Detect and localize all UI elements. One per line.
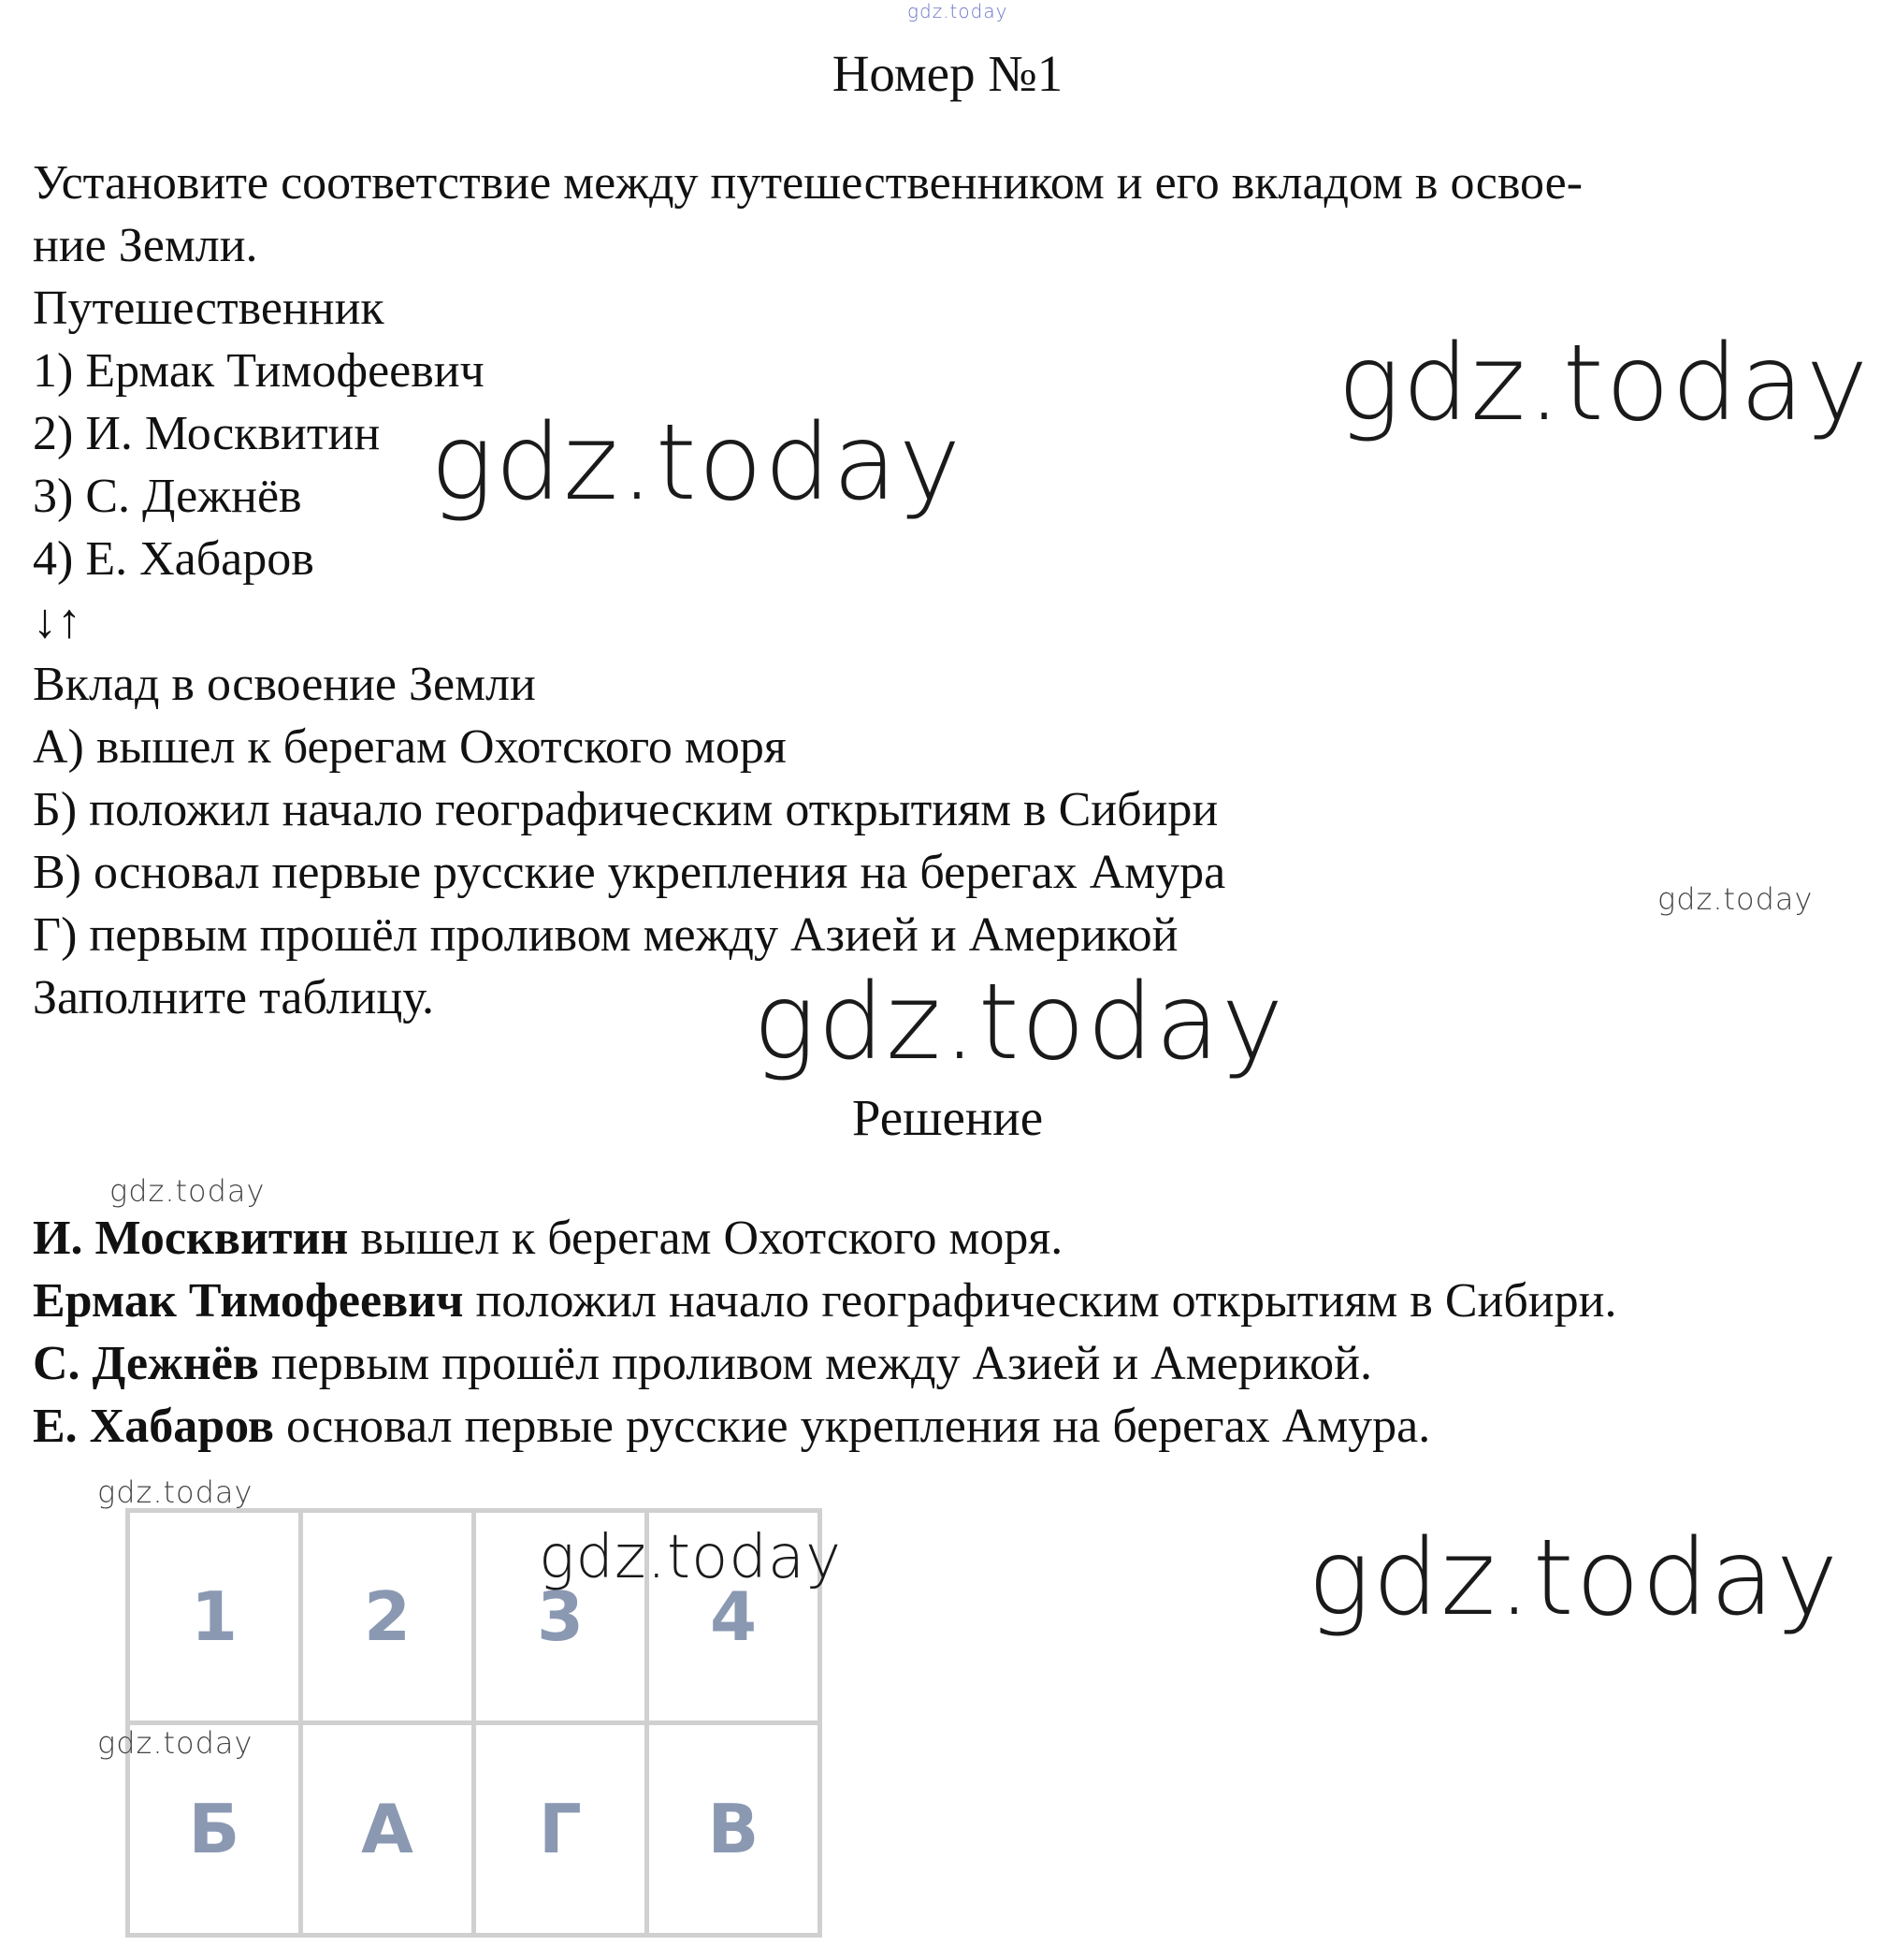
contributions-header: Вклад в освоение Земли [33, 658, 536, 711]
table-cell-number: 3 [474, 1511, 647, 1723]
watermark: gdz.today [430, 402, 963, 524]
task-line-1: Установите соответствие между путешественником и его вкладом в освое- [33, 156, 1584, 210]
table-cell-letter: Б [128, 1723, 301, 1936]
answer-name: Е. Хабаров [33, 1400, 274, 1453]
task-text [33, 152, 1857, 1029]
answer-line [33, 1207, 1866, 1270]
answers-list [33, 1207, 1866, 1458]
contribution-item: В) основал первые русские укрепления на берегах Амура [33, 846, 1226, 899]
task-line-2: ние Земли. [33, 219, 258, 272]
watermark: gdz.today [753, 962, 1286, 1083]
watermark: gdz.today [97, 1474, 253, 1510]
arrows-icon: ↓↑ [33, 595, 81, 648]
answer-text: основал первые русские укрепления на берегах Амура. [273, 1400, 1431, 1453]
table-cell-letter: В [647, 1723, 820, 1936]
instruction: Заполните таблицу. [33, 971, 434, 1024]
answer-text: первым прошёл проливом между Азией и Америкой. [258, 1337, 1372, 1390]
table-cell-number: 1 [128, 1511, 301, 1723]
table-cell-letter: А [301, 1723, 474, 1936]
page-title: Номер №1 [832, 45, 1063, 102]
answer-name: С. Дежнёв [33, 1337, 259, 1390]
answer-line [33, 1395, 1866, 1458]
answer-text: вышел к берегам Охотского моря. [348, 1212, 1063, 1265]
solution-title: Решение [851, 1089, 1044, 1146]
contribution-item: Г) первым прошёл проливом между Азией и Америкой [33, 908, 1179, 962]
watermark: gdz.today [907, 0, 1008, 22]
watermark: gdz.today [97, 1725, 253, 1761]
travelers-header: Путешественник [33, 282, 384, 335]
answer-line [33, 1270, 1866, 1332]
traveler-item: 3) С. Дежнёв [33, 470, 302, 523]
table-cell-letter: Г [474, 1723, 647, 1936]
table-cell-number: 4 [647, 1511, 820, 1723]
answer-text: положил начало географическим открытиям в Сибири. [463, 1274, 1617, 1328]
traveler-item: 2) И. Москвитин [33, 407, 381, 460]
answer-line [33, 1332, 1866, 1395]
answer-name: И. Москвитин [33, 1212, 349, 1265]
answer-name: Ермак Тимофеевич [33, 1274, 464, 1328]
watermark: gdz.today [539, 1523, 842, 1592]
traveler-item: 4) Е. Хабаров [33, 532, 314, 586]
watermark: gdz.today [109, 1173, 266, 1209]
watermark: gdz.today [1308, 1517, 1841, 1639]
contribution-item: А) вышел к берегам Охотского моря [33, 720, 787, 774]
contribution-item: Б) положил начало географическим открытиям в Сибири [33, 783, 1219, 836]
traveler-item: 1) Ермак Тимофеевич [33, 344, 485, 398]
table-cell-number: 2 [301, 1511, 474, 1723]
watermark: gdz.today [1657, 881, 1814, 917]
watermark: gdz.today [1338, 323, 1871, 444]
